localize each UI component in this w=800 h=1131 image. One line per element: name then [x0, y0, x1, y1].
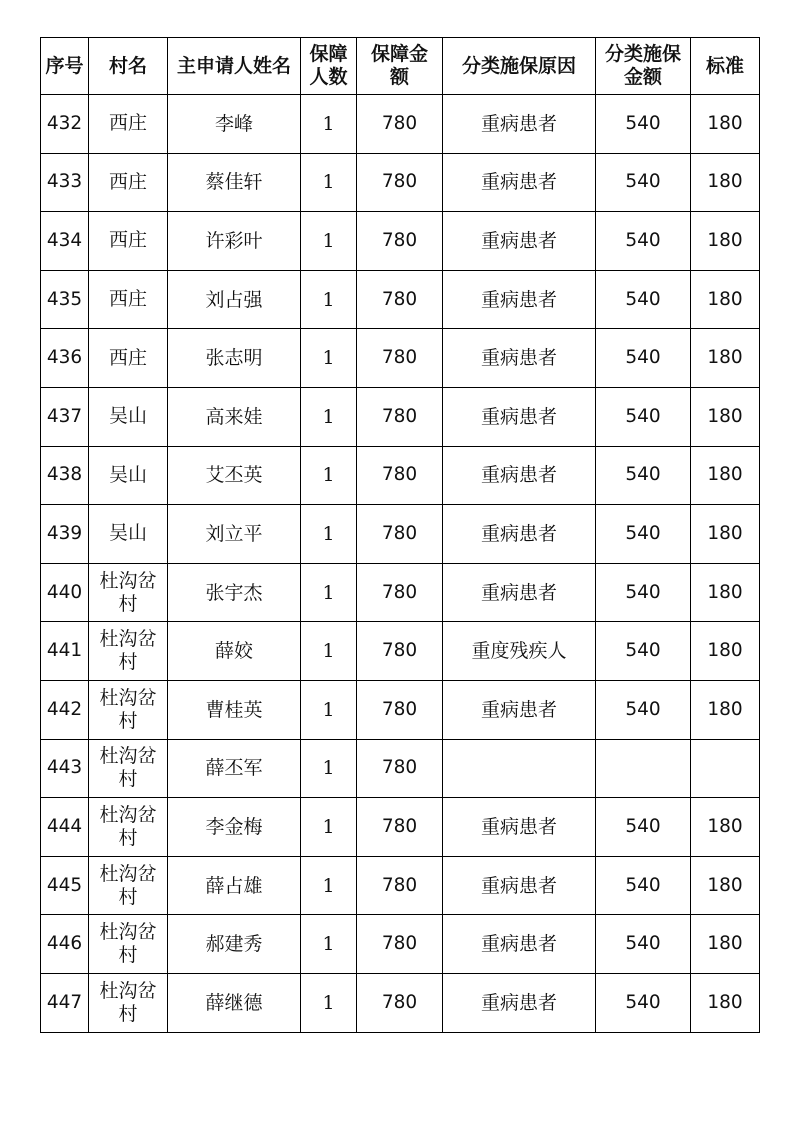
table-row — [41, 563, 760, 622]
cell-covered-persons: 1 — [301, 446, 357, 505]
cell-assistance-amount: 780 — [357, 856, 443, 915]
cell-village-name-text: 西庄 — [108, 170, 147, 193]
header-classification-amount — [596, 38, 691, 95]
cell-standard: 180 — [691, 798, 760, 857]
cell-village-name-text: 西庄 — [108, 288, 147, 311]
cell-serial-number: 441 — [41, 622, 89, 681]
table-row — [41, 212, 760, 271]
cell-assistance-amount: 780 — [357, 95, 443, 154]
cell-standard: 180 — [691, 212, 760, 271]
cell-standard: 180 — [691, 95, 760, 154]
table-row — [41, 446, 760, 505]
table-row — [41, 153, 760, 212]
header-village-name: 村名 — [89, 38, 168, 95]
cell-village-name — [89, 973, 168, 1032]
table-row — [41, 270, 760, 329]
table-row — [41, 505, 760, 564]
cell-applicant-name: 张宇杰 — [168, 563, 301, 622]
cell-serial-number: 440 — [41, 563, 89, 622]
cell-village-name — [89, 387, 168, 446]
cell-applicant-name: 刘占强 — [168, 270, 301, 329]
table-row — [41, 95, 760, 154]
assistance-table — [40, 37, 760, 1033]
header-classification-reason: 分类施保原因 — [443, 38, 596, 95]
cell-village-name-text: 杜沟岔村 — [99, 921, 157, 967]
cell-covered-persons: 1 — [301, 622, 357, 681]
cell-classification-reason: 重病患者 — [443, 387, 596, 446]
cell-covered-persons: 1 — [301, 798, 357, 857]
cell-village-name-text: 吴山 — [108, 405, 147, 428]
cell-classification-reason: 重病患者 — [443, 212, 596, 271]
cell-classification-amount: 540 — [596, 446, 691, 505]
cell-assistance-amount: 780 — [357, 329, 443, 388]
cell-standard: 180 — [691, 329, 760, 388]
cell-classification-reason: 重病患者 — [443, 95, 596, 154]
cell-applicant-name: 刘立平 — [168, 505, 301, 564]
cell-classification-amount: 540 — [596, 680, 691, 739]
cell-applicant-name: 张志明 — [168, 329, 301, 388]
cell-serial-number: 446 — [41, 915, 89, 974]
table-body — [41, 95, 760, 1033]
cell-classification-reason: 重病患者 — [443, 329, 596, 388]
cell-applicant-name: 薛占雄 — [168, 856, 301, 915]
cell-standard: 180 — [691, 622, 760, 681]
cell-classification-amount: 540 — [596, 505, 691, 564]
cell-classification-amount — [596, 739, 691, 798]
cell-applicant-name: 薛丕军 — [168, 739, 301, 798]
cell-classification-amount: 540 — [596, 856, 691, 915]
cell-standard: 180 — [691, 680, 760, 739]
cell-serial-number: 447 — [41, 973, 89, 1032]
cell-applicant-name: 高来娃 — [168, 387, 301, 446]
cell-classification-amount: 540 — [596, 563, 691, 622]
cell-covered-persons: 1 — [301, 387, 357, 446]
header-covered-persons-text: 保障人数 — [309, 43, 348, 88]
cell-village-name-text: 西庄 — [108, 229, 147, 252]
cell-covered-persons: 1 — [301, 856, 357, 915]
cell-applicant-name: 李金梅 — [168, 798, 301, 857]
cell-assistance-amount: 780 — [357, 563, 443, 622]
cell-applicant-name: 郝建秀 — [168, 915, 301, 974]
cell-applicant-name: 蔡佳轩 — [168, 153, 301, 212]
cell-standard: 180 — [691, 387, 760, 446]
header-classification-amount-text: 分类施保金额 — [604, 43, 681, 88]
cell-assistance-amount: 780 — [357, 739, 443, 798]
cell-serial-number: 443 — [41, 739, 89, 798]
header-standard: 标准 — [691, 38, 760, 95]
cell-classification-amount: 540 — [596, 212, 691, 271]
cell-serial-number: 439 — [41, 505, 89, 564]
cell-classification-reason: 重病患者 — [443, 153, 596, 212]
table-row — [41, 798, 760, 857]
cell-classification-amount: 540 — [596, 798, 691, 857]
cell-classification-reason: 重病患者 — [443, 270, 596, 329]
cell-covered-persons: 1 — [301, 95, 357, 154]
cell-village-name — [89, 329, 168, 388]
cell-classification-amount: 540 — [596, 387, 691, 446]
assistance-list-sheet — [40, 37, 759, 1033]
cell-classification-reason: 重病患者 — [443, 446, 596, 505]
cell-classification-amount: 540 — [596, 622, 691, 681]
cell-village-name — [89, 505, 168, 564]
cell-assistance-amount: 780 — [357, 212, 443, 271]
cell-village-name-text: 杜沟岔村 — [99, 862, 157, 908]
cell-village-name-text: 杜沟岔村 — [99, 803, 157, 849]
cell-applicant-name: 李峰 — [168, 95, 301, 154]
table-row — [41, 973, 760, 1032]
cell-village-name-text: 吴山 — [108, 463, 147, 486]
cell-assistance-amount: 780 — [357, 622, 443, 681]
cell-village-name — [89, 446, 168, 505]
cell-village-name — [89, 798, 168, 857]
cell-classification-reason: 重病患者 — [443, 505, 596, 564]
table-row — [41, 680, 760, 739]
cell-village-name-text: 杜沟岔村 — [99, 686, 157, 732]
cell-village-name — [89, 680, 168, 739]
table-row — [41, 329, 760, 388]
cell-assistance-amount: 780 — [357, 505, 443, 564]
cell-serial-number: 432 — [41, 95, 89, 154]
cell-classification-amount: 540 — [596, 329, 691, 388]
cell-serial-number: 442 — [41, 680, 89, 739]
cell-assistance-amount: 780 — [357, 798, 443, 857]
cell-classification-reason: 重病患者 — [443, 563, 596, 622]
cell-covered-persons: 1 — [301, 739, 357, 798]
cell-village-name-text: 杜沟岔村 — [99, 569, 157, 615]
cell-covered-persons: 1 — [301, 680, 357, 739]
cell-covered-persons: 1 — [301, 212, 357, 271]
header-applicant-name-text: 主申请人姓名 — [176, 54, 291, 77]
cell-village-name — [89, 739, 168, 798]
cell-covered-persons: 1 — [301, 505, 357, 564]
cell-covered-persons: 1 — [301, 915, 357, 974]
cell-serial-number: 444 — [41, 798, 89, 857]
cell-assistance-amount: 780 — [357, 270, 443, 329]
cell-standard: 180 — [691, 563, 760, 622]
cell-applicant-name: 艾丕英 — [168, 446, 301, 505]
header-assistance-amount — [357, 38, 443, 95]
cell-assistance-amount: 780 — [357, 973, 443, 1032]
cell-village-name — [89, 915, 168, 974]
cell-village-name-text: 吴山 — [108, 522, 147, 545]
cell-classification-amount: 540 — [596, 973, 691, 1032]
cell-classification-reason: 重病患者 — [443, 798, 596, 857]
cell-village-name — [89, 270, 168, 329]
cell-village-name — [89, 212, 168, 271]
cell-serial-number: 445 — [41, 856, 89, 915]
cell-village-name-text: 杜沟岔村 — [99, 628, 157, 674]
header-row — [41, 38, 760, 95]
cell-classification-amount: 540 — [596, 270, 691, 329]
cell-applicant-name: 薛继德 — [168, 973, 301, 1032]
cell-village-name — [89, 856, 168, 915]
cell-standard — [691, 739, 760, 798]
cell-assistance-amount: 780 — [357, 446, 443, 505]
cell-classification-reason: 重病患者 — [443, 915, 596, 974]
cell-classification-reason: 重病患者 — [443, 973, 596, 1032]
cell-classification-reason: 重度残疾人 — [443, 622, 596, 681]
cell-assistance-amount: 780 — [357, 680, 443, 739]
cell-village-name — [89, 153, 168, 212]
cell-classification-reason — [443, 739, 596, 798]
table-row — [41, 739, 760, 798]
cell-classification-reason: 重病患者 — [443, 680, 596, 739]
cell-serial-number: 435 — [41, 270, 89, 329]
cell-village-name-text: 杜沟岔村 — [99, 979, 157, 1025]
cell-covered-persons: 1 — [301, 973, 357, 1032]
cell-serial-number: 438 — [41, 446, 89, 505]
header-applicant-name — [168, 38, 301, 95]
cell-village-name — [89, 95, 168, 154]
cell-standard: 180 — [691, 973, 760, 1032]
cell-village-name-text: 杜沟岔村 — [99, 745, 157, 791]
cell-covered-persons: 1 — [301, 270, 357, 329]
cell-assistance-amount: 780 — [357, 387, 443, 446]
cell-covered-persons: 1 — [301, 329, 357, 388]
cell-standard: 180 — [691, 270, 760, 329]
cell-covered-persons: 1 — [301, 563, 357, 622]
cell-village-name — [89, 563, 168, 622]
cell-village-name — [89, 622, 168, 681]
cell-classification-amount: 540 — [596, 915, 691, 974]
cell-serial-number: 433 — [41, 153, 89, 212]
cell-standard: 180 — [691, 153, 760, 212]
cell-village-name-text: 西庄 — [108, 112, 147, 135]
table-row — [41, 622, 760, 681]
cell-applicant-name: 许彩叶 — [168, 212, 301, 271]
cell-serial-number: 436 — [41, 329, 89, 388]
cell-classification-reason: 重病患者 — [443, 856, 596, 915]
header-assistance-amount-text: 保障金额 — [370, 43, 428, 88]
header-covered-persons — [301, 38, 357, 95]
cell-assistance-amount: 780 — [357, 153, 443, 212]
cell-standard: 180 — [691, 505, 760, 564]
cell-classification-amount: 540 — [596, 95, 691, 154]
cell-assistance-amount: 780 — [357, 915, 443, 974]
cell-covered-persons: 1 — [301, 153, 357, 212]
table-row — [41, 387, 760, 446]
cell-standard: 180 — [691, 446, 760, 505]
cell-applicant-name: 薛姣 — [168, 622, 301, 681]
cell-serial-number: 437 — [41, 387, 89, 446]
table-row — [41, 856, 760, 915]
cell-standard: 180 — [691, 915, 760, 974]
table-row — [41, 915, 760, 974]
header-serial-number: 序号 — [41, 38, 89, 95]
cell-village-name-text: 西庄 — [108, 346, 147, 369]
cell-serial-number: 434 — [41, 212, 89, 271]
cell-applicant-name: 曹桂英 — [168, 680, 301, 739]
cell-standard: 180 — [691, 856, 760, 915]
cell-classification-amount: 540 — [596, 153, 691, 212]
